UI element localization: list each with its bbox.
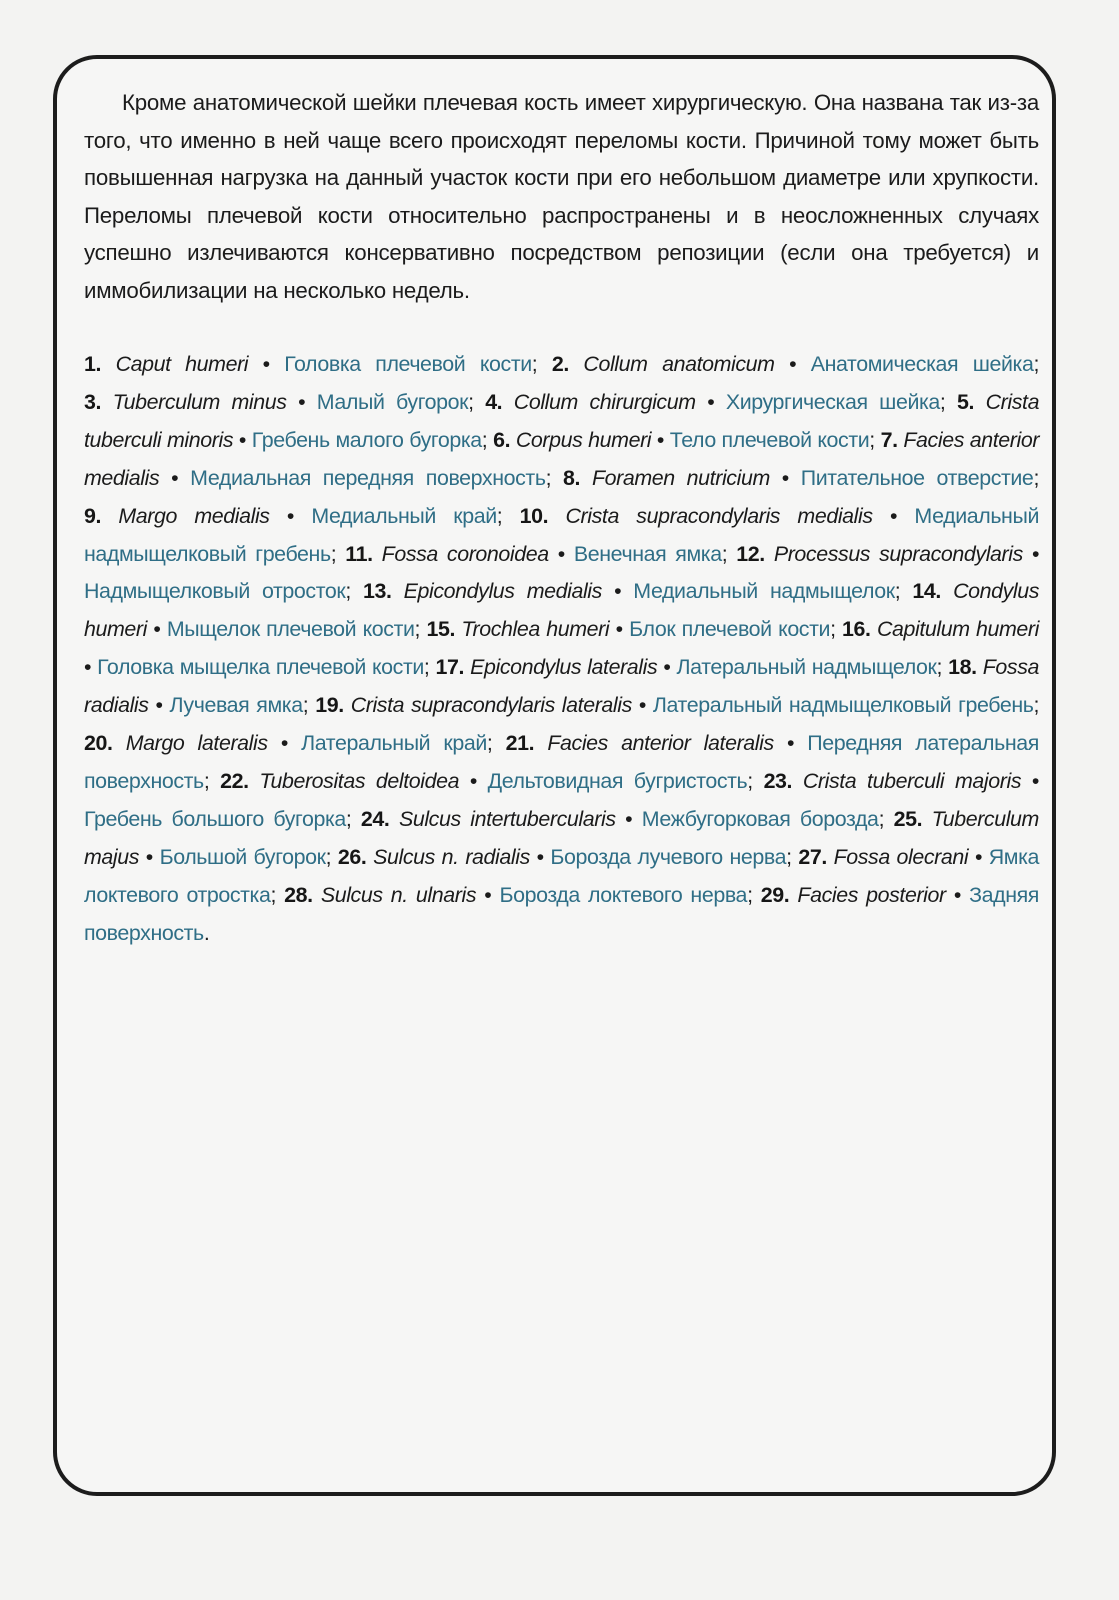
legend-latin-term: Crista tuberculi minoris (84, 389, 1040, 452)
legend-entry (345, 542, 727, 566)
legend-russian-term: Медиальный надмыщелок (633, 579, 895, 604)
bullet-separator: • (145, 844, 153, 869)
bullet-separator: • (656, 427, 664, 452)
legend-latin-term: Margo medialis (118, 503, 270, 528)
legend-punctuation: ; (423, 655, 430, 680)
legend-russian-term: Анатомическая шейка (810, 352, 1034, 376)
legend-entry (284, 883, 752, 907)
legend-number: 1. (84, 352, 102, 376)
legend-entry (493, 428, 875, 452)
legend-latin-term: Tuberculum majus (84, 806, 1039, 869)
legend-russian-term: Латеральный надмыщелок (676, 655, 937, 680)
legend-latin-term: Caput humeri (115, 352, 249, 376)
bullet-separator: • (298, 389, 306, 414)
legend-latin-term: Foramen nutricium (591, 465, 770, 490)
legend-number: 6. (493, 427, 511, 452)
legend-entry (315, 693, 1039, 717)
legend-latin-term: Facies anterior medialis (84, 427, 1040, 490)
legend-punctuation: ; (468, 389, 474, 414)
legend-russian-term: Питательное отверстие (800, 465, 1034, 490)
bullet-separator: • (953, 882, 961, 907)
bullet-separator: • (84, 655, 92, 680)
bullet-separator: • (615, 617, 623, 642)
legend-entry (338, 845, 792, 869)
legend-entry (426, 617, 835, 641)
legend-russian-term: Латеральный край (301, 731, 487, 756)
legend-russian-term: Большой бугорок (159, 844, 326, 869)
bullet-separator: • (707, 389, 715, 414)
legend-russian-term: Ямка локтевого отростка (84, 844, 1040, 907)
legend-latin-term: Collum anatomicum (583, 352, 775, 376)
legend-latin-term: Corpus humeri (515, 427, 652, 452)
bullet-separator: • (557, 541, 565, 566)
legend-punctuation: ; (345, 579, 351, 604)
legend-punctuation: ; (1033, 465, 1039, 490)
legend-latin-term: Capitulum humeri (876, 617, 1040, 642)
legend-latin-term: Collum chirurgicum (513, 389, 696, 414)
legend-number: 26. (337, 844, 367, 869)
legend-number: 14. (912, 579, 941, 604)
legend-punctuation: ; (302, 693, 309, 718)
bullet-separator: • (781, 465, 789, 490)
legend-russian-term: Латеральный надмыщелковый гребень (652, 693, 1034, 718)
legend-punctuation: ; (894, 579, 901, 604)
bullet-separator: • (536, 844, 544, 869)
legend-punctuation: ; (786, 844, 792, 869)
legend-punctuation: ; (545, 465, 552, 490)
legend-latin-term: Processus supracondylaris (773, 541, 1023, 566)
legend-list (84, 346, 1039, 953)
legend-latin-term: Crista supracondylaris medialis (565, 503, 873, 528)
intro-paragraph: Кроме анатомической шейки плечевая кость имеет хирургическую. Она названа так из-за того, что именно в ней чаще всего происходят переломы кости. Причиной тому может быть повышенная нагрузка на данный участок кости при его небольшом диаметре или хрупкости. Переломы плечевой кости относительно распространены и в неосложненных случаях успешно излечиваются консервативно посредством репозиции (если она требуется) и иммобилизации на несколько недель. (84, 90, 1039, 303)
legend-russian-term: Гребень малого бугорка (251, 427, 482, 452)
legend-punctuation: ; (721, 541, 728, 566)
legend-number: 15. (426, 617, 456, 642)
legend-latin-term: Fossa olecrani (833, 844, 969, 869)
bullet-separator: • (1031, 768, 1039, 793)
legend-punctuation: ; (869, 427, 875, 452)
legend-punctuation: ; (481, 427, 488, 452)
legend-number: 2. (551, 352, 569, 376)
legend-russian-term: Головка плечевой кости (284, 352, 532, 376)
legend-russian-term: Гребень большого бугорка (84, 806, 346, 831)
legend-number: 10. (519, 503, 549, 528)
legend-latin-term: Margo lateralis (125, 731, 268, 756)
legend-entry (84, 390, 474, 414)
legend-latin-term: Tuberculum minus (112, 389, 287, 414)
legend-punctuation: ; (270, 882, 277, 907)
legend-russian-term: Тело плечевой кости (669, 427, 870, 452)
legend-latin-term: Facies anterior lateralis (547, 731, 774, 756)
legend-number: 16. (842, 617, 871, 642)
legend-entry (363, 579, 900, 603)
legend-entry (84, 504, 502, 528)
legend-number: 20. (84, 731, 113, 756)
legend-russian-term: Медиальная передняя поверхность (190, 465, 546, 490)
bullet-separator: • (155, 693, 163, 718)
legend-entry (552, 352, 1039, 376)
legend-punctuation: ; (496, 503, 503, 528)
legend-number: 17. (435, 655, 465, 680)
bullet-separator: • (262, 352, 270, 376)
legend-russian-term: Блок плечевой кости (629, 617, 831, 642)
legend-number: 21. (505, 731, 535, 756)
legend-punctuation: . (203, 920, 210, 945)
legend-entry (84, 731, 492, 755)
legend-punctuation: ; (939, 389, 946, 414)
legend-latin-term: Epicondylus lateralis (470, 655, 658, 680)
legend-latin-term: Facies posterior (797, 882, 946, 907)
bullet-separator: • (238, 427, 246, 452)
legend-number: 4. (485, 389, 503, 414)
legend-number: 13. (363, 579, 392, 604)
legend-number: 25. (893, 806, 923, 831)
legend-russian-term: Надмыщелковый отросток (84, 579, 346, 604)
legend-russian-term: Медиальный надмыщелковый гребень (84, 503, 1039, 566)
legend-punctuation: ; (1033, 693, 1040, 718)
legend-latin-term: Crista tuberculi majoris (802, 768, 1022, 793)
legend-punctuation: ; (531, 352, 538, 376)
legend-latin-term: Sulcus intertubercularis (398, 806, 616, 831)
legend-number: 23. (763, 768, 793, 793)
legend-russian-term: Венечная ямка (573, 541, 722, 566)
legend-number: 28. (284, 882, 313, 907)
legend-latin-term: Fossa coronoidea (381, 541, 549, 566)
legend-punctuation: ; (203, 768, 210, 793)
legend-entry (485, 390, 945, 414)
legend-punctuation: ; (936, 655, 943, 680)
legend-entry (220, 769, 753, 793)
legend-latin-term: Fossa radialis (84, 655, 1039, 718)
legend-number: 5. (957, 389, 975, 414)
legend-latin-term: Sulcus n. ulnaris (320, 882, 477, 907)
legend-number: 7. (880, 427, 898, 452)
legend-number: 24. (360, 806, 390, 831)
bullet-separator: • (890, 503, 898, 528)
legend-russian-term: Малый бугорок (316, 389, 469, 414)
legend-number: 11. (345, 541, 373, 566)
legend-latin-term: Sulcus n. radialis (373, 844, 530, 869)
legend-punctuation: ; (747, 768, 753, 793)
legend-latin-term: Epicondylus medialis (403, 579, 602, 604)
legend-number: 27. (798, 844, 827, 869)
legend-number: 9. (84, 503, 102, 528)
bullet-separator: • (484, 882, 492, 907)
bullet-separator: • (625, 806, 633, 831)
bullet-separator: • (280, 731, 288, 756)
legend-russian-term: Головка мыщелка плечевой кости (97, 655, 424, 680)
legend-entry (361, 807, 884, 831)
bullet-separator: • (786, 731, 795, 756)
legend-punctuation: ; (345, 806, 352, 831)
legend-russian-term: Хирургическая шейка (725, 389, 940, 414)
legend-number: 12. (736, 541, 765, 566)
bullet-separator: • (171, 465, 179, 490)
legend-russian-term: Задняя поверхность (84, 882, 1039, 945)
legend-russian-term: Медиальный край (311, 503, 497, 528)
legend-punctuation: ; (325, 844, 332, 869)
legend-number: 29. (760, 882, 790, 907)
legend-latin-term: Tuberositas deltoidea (259, 768, 460, 793)
legend-punctuation: ; (830, 617, 836, 642)
legend-number: 22. (220, 768, 249, 793)
legend-entry (436, 655, 943, 679)
bullet-separator: • (614, 579, 622, 604)
legend-russian-term: Передняя латеральная поверхность (84, 731, 1039, 793)
bullet-separator: • (286, 503, 295, 528)
legend-punctuation: ; (747, 882, 753, 907)
legend-russian-term: Дельтовидная бугристость (487, 768, 748, 793)
legend-entry (563, 466, 1039, 490)
legend-punctuation: ; (878, 806, 885, 831)
bullet-separator: • (789, 352, 797, 376)
legend-punctuation: ; (1033, 352, 1039, 376)
legend-russian-term: Мыщелок плечевой кости (166, 617, 415, 642)
legend-punctuation: ; (486, 731, 493, 756)
legend-punctuation: ; (330, 541, 337, 566)
legend-number: 19. (315, 693, 344, 718)
legend-number: 3. (84, 389, 102, 414)
legend-entry (84, 352, 537, 376)
legend-russian-term: Борозда локтевого нерва (499, 882, 748, 907)
legend-russian-term: Борозда лучевого нерва (550, 844, 787, 869)
bullet-separator: • (638, 693, 646, 718)
legend-russian-term: Межбугорковая борозда (641, 806, 879, 831)
bullet-separator: • (974, 844, 983, 869)
legend-russian-term: Лучевая ямка (169, 693, 303, 718)
legend-punctuation: ; (414, 617, 421, 642)
legend-latin-term: Crista supracondylaris lateralis (350, 693, 632, 718)
bullet-separator: • (663, 655, 671, 680)
legend-latin-term: Condylus humeri (84, 579, 1040, 642)
bullet-separator: • (153, 617, 161, 642)
legend-number: 18. (948, 655, 977, 680)
legend-number: 8. (563, 465, 581, 490)
bullet-separator: • (1031, 541, 1040, 566)
legend-latin-term: Trochlea humeri (461, 617, 610, 642)
bullet-separator: • (469, 768, 477, 793)
